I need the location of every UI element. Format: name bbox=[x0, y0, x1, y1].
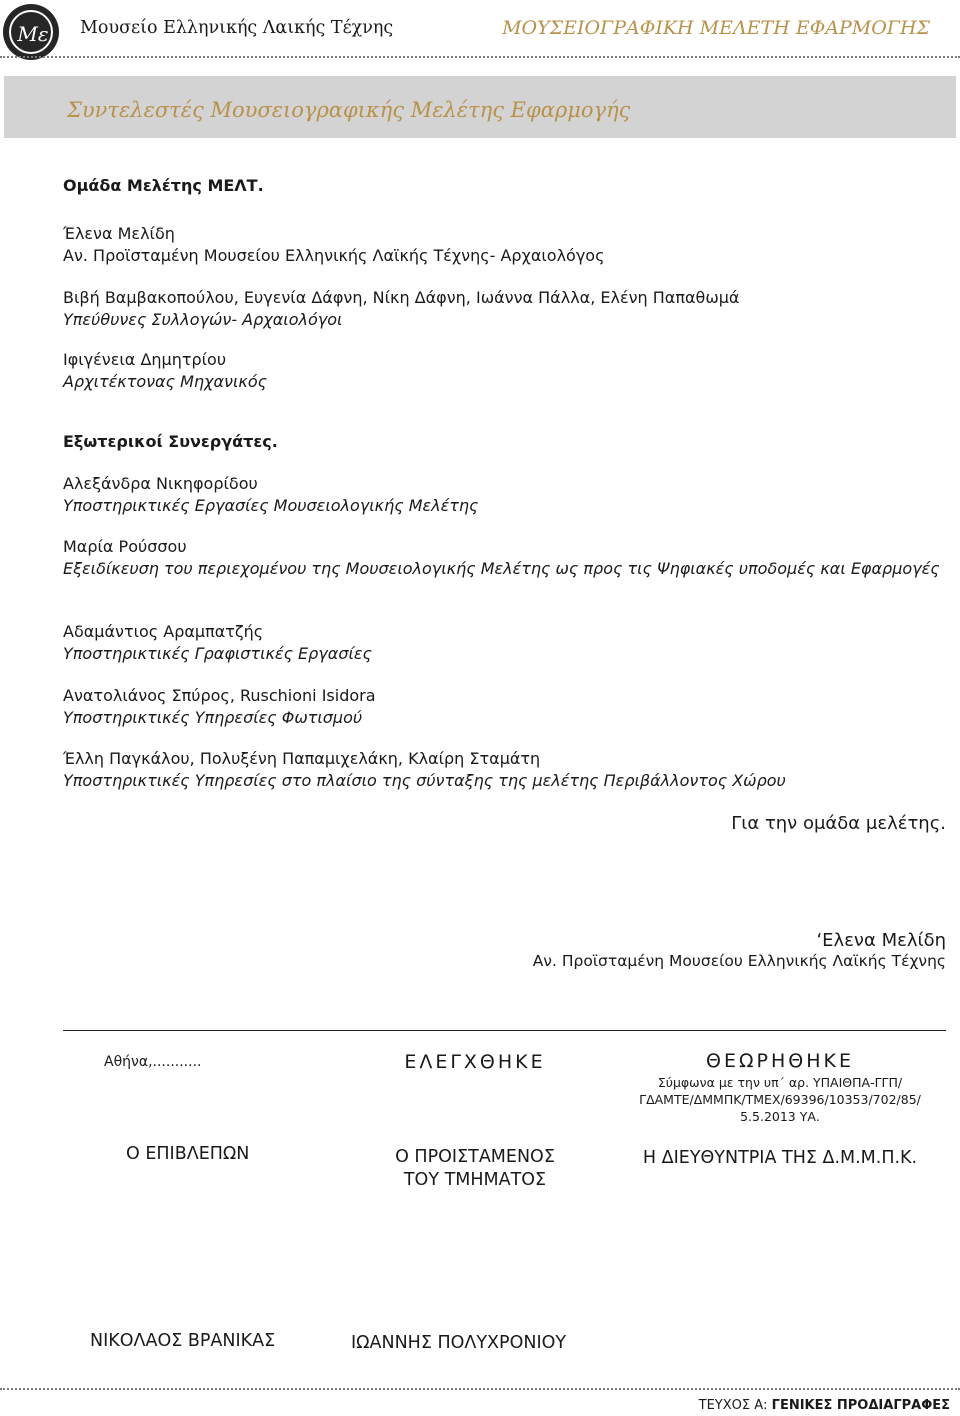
team-member bbox=[63, 223, 948, 266]
collaborator-name: Αλεξάνδρα Νικηφορίδου bbox=[63, 474, 258, 493]
volume-tag bbox=[699, 1398, 950, 1413]
logo-ring bbox=[9, 10, 53, 54]
approved-stamp: ΘΕΩΡΗΘΗΚΕ bbox=[706, 1050, 854, 1072]
collaborator bbox=[63, 536, 948, 579]
collaborator-name: Ανατολιάνος Σπύρος, Ruschioni Isidora bbox=[63, 686, 376, 705]
department-head-line: Ο ΠΡΟΙΣΤΑΜΕΝΟΣ bbox=[395, 1147, 555, 1167]
approval-reference bbox=[598, 1074, 960, 1125]
signatory-title: Αν. Προϊσταμένη Μουσείου Ελληνικής Λαϊκής Τέχνης bbox=[532, 952, 946, 970]
director-label: Η ΔΙΕΥΘΥΝΤΡΙΑ ΤΗΣ Δ.Μ.Μ.Π.Κ. bbox=[642, 1148, 918, 1168]
header-dotted-rule bbox=[0, 56, 960, 58]
museum-logo bbox=[3, 4, 59, 60]
for-team-text: Για την ομάδα μελέτης. bbox=[731, 813, 946, 834]
approval-ref-line: Σύμφωνα με την υπ΄ αρ. ΥΠΑΙΘΠΑ-ΓΓΠ/ bbox=[657, 1075, 903, 1090]
collaborator-role: Εξειδίκευση του περιεχομένου της Μουσειολογικής Μελέτης ως προς τις Ψηφιακές υποδομές και Εφαρμογές bbox=[63, 558, 940, 578]
department-head-name: ΙΩΑΝΝΗΣ ΠΟΛΥΧΡΟΝΙΟΥ bbox=[351, 1333, 567, 1353]
member-role: Αν. Προϊσταμένη Μουσείου Ελληνικής Λαϊκής Τέχνης- Αρχαιολόγος bbox=[63, 245, 605, 265]
collaborator bbox=[63, 473, 948, 516]
logo-letters: Mε bbox=[17, 22, 49, 46]
member-name: Βιβή Βαμβακοπούλου, Ευγενία Δάφνη, Νίκη Δάφνη, Ιωάννα Πάλλα, Ελένη Παπαθωμά bbox=[63, 288, 740, 307]
place-date: Αθήνα,........... bbox=[104, 1054, 202, 1070]
supervisor-label: Ο ΕΠΙΒΛΕΠΩΝ bbox=[126, 1144, 250, 1164]
member-role: Αρχιτέκτονας Μηχανικός bbox=[63, 371, 267, 391]
team-member bbox=[63, 287, 948, 330]
checked-stamp: ΕΛΕΓΧΘΗΚΕ bbox=[404, 1051, 546, 1073]
footer-dotted-rule bbox=[0, 1388, 960, 1390]
museum-name: Μουσείο Ελληνικής Λαικής Τέχνης bbox=[80, 18, 394, 38]
collaborator-name: Έλλη Παγκάλου, Πολυξένη Παπαμιχελάκη, Κλαίρη Σταμάτη bbox=[63, 749, 541, 768]
external-heading: Εξωτερικοί Συνεργάτες. bbox=[63, 432, 278, 451]
title-banner bbox=[4, 76, 956, 138]
department-head-line: ΤΟΥ ΤΜΗΜΑΤΟΣ bbox=[403, 1170, 547, 1190]
member-name: Ιφιγένεια Δημητρίου bbox=[63, 350, 227, 369]
collaborator-name: Μαρία Ρούσσου bbox=[63, 537, 187, 556]
approval-rule bbox=[63, 1030, 946, 1031]
volume-title: ΓΕΝΙΚΕΣ ΠΡΟΔΙΑΓΡΑΦΕΣ bbox=[771, 1398, 950, 1413]
member-role: Υπεύθυνες Συλλογών- Αρχαιολόγοι bbox=[63, 309, 343, 329]
approval-ref-line: 5.5.2013 ΥΑ. bbox=[740, 1109, 820, 1124]
supervisor-name: ΝΙΚΟΛΑΟΣ ΒΡΑΝΙΚΑΣ bbox=[90, 1331, 276, 1351]
signatory-name: ‘Ελενα Μελίδη bbox=[816, 930, 946, 951]
collaborator bbox=[63, 685, 948, 728]
collaborator-role: Υποστηρικτικές Υπηρεσίες στο πλαίσιο της σύνταξης της μελέτης Περιβάλλοντος Χώρου bbox=[63, 770, 786, 790]
approval-ref-line: ΓΔΑΜΤΕ/ΔΜΜΠΚ/ΤΜΕΧ/69396/10353/702/85/ bbox=[639, 1092, 921, 1107]
volume-label: ΤΕΥΧΟΣ Α: bbox=[698, 1398, 768, 1413]
department-head-label bbox=[360, 1146, 590, 1192]
team-member bbox=[63, 349, 948, 392]
collaborator bbox=[63, 748, 948, 791]
collaborator-role: Υποστηρικτικές Εργασίες Μουσειολογικής Μελέτης bbox=[63, 495, 479, 515]
study-team-heading: Ομάδα Μελέτης ΜΕΛΤ. bbox=[63, 176, 264, 195]
banner-title: Συντελεστές Μουσειογραφικής Μελέτης Εφαρμογής bbox=[67, 98, 631, 122]
document-type: ΜΟΥΣΕΙΟΓΡΑΦΙΚΗ ΜΕΛΕΤΗ ΕΦΑΡΜΟΓΗΣ bbox=[502, 17, 930, 39]
collaborator-role: Υποστηρικτικές Γραφιστικές Εργασίες bbox=[63, 643, 372, 663]
member-name: Έλενα Μελίδη bbox=[63, 224, 175, 243]
collaborator bbox=[63, 621, 948, 664]
collaborator-role: Υποστηρικτικές Υπηρεσίες Φωτισμού bbox=[63, 707, 363, 727]
collaborator-name: Αδαμάντιος Αραμπατζής bbox=[63, 622, 264, 641]
